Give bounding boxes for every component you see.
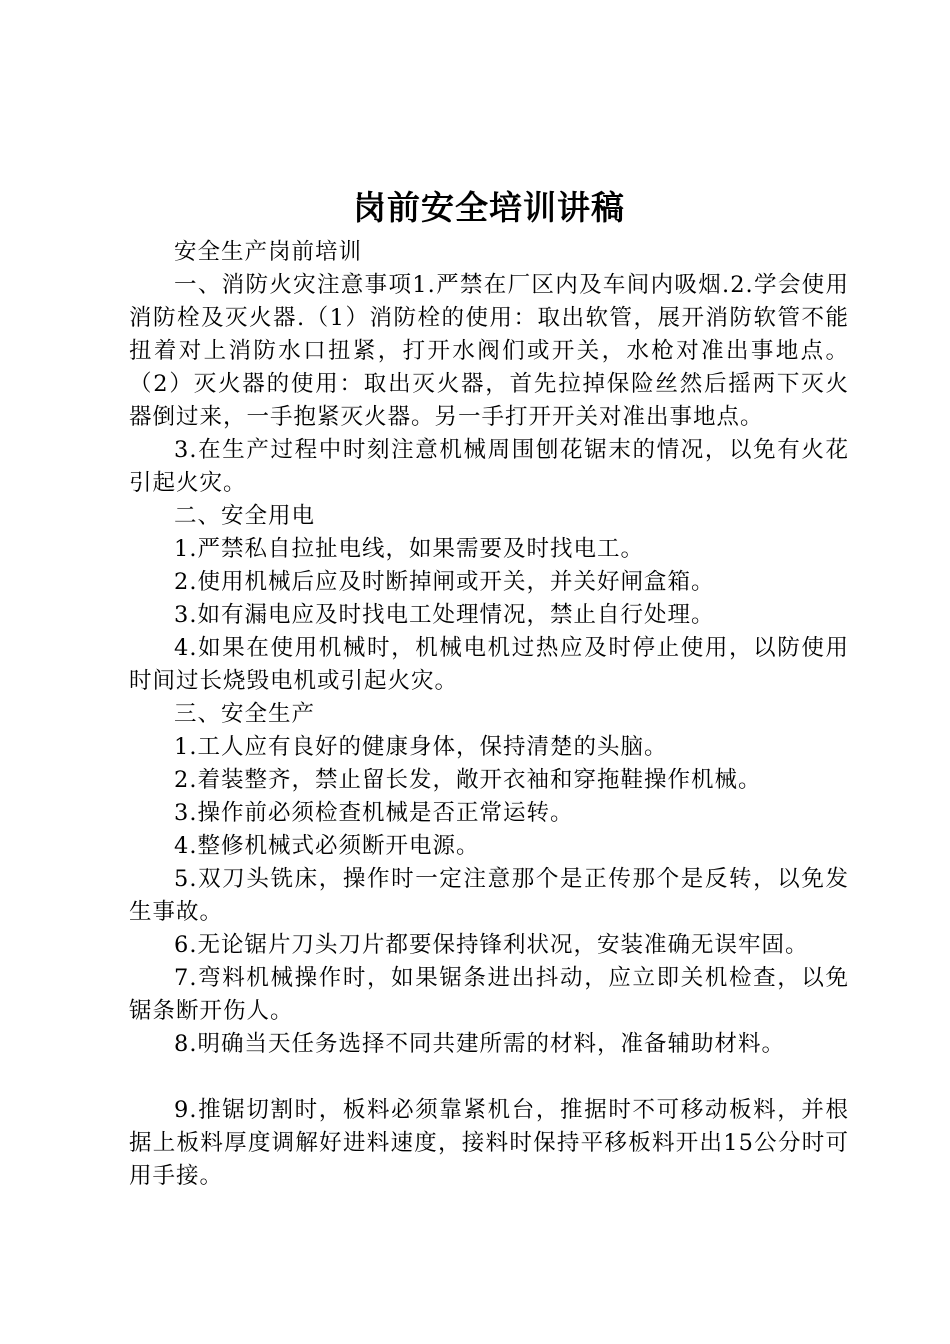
paragraph-production-item-2: 2.着装整齐，禁止留长发，敞开衣袖和穿拖鞋操作机械。 [174, 767, 762, 793]
paragraph-electrical-item-4: 4.如果在使用机械时，机械电机过热应及时停止使用，以防使用时间过长烧毁电机或引起火灾。 [129, 635, 849, 694]
document-title: 岗前安全培训讲稿 [353, 188, 625, 227]
document-page [129, 180, 849, 1193]
paragraph-intro: 安全生产岗前培训 [174, 239, 363, 265]
paragraph-production-item-1: 1.工人应有良好的健康身体，保持清楚的头脑。 [174, 734, 668, 760]
document-body [129, 236, 849, 1193]
paragraph-production-item-4: 4.整修机械式必须断开电源。 [174, 833, 480, 859]
paragraph-production-item-5: 5.双刀头铣床，操作时一定注意那个是正传那个是反转，以免发生事故。 [129, 866, 849, 925]
paragraph-electrical-item-3: 3.如有漏电应及时找电工处理情况，禁止自行处理。 [174, 602, 715, 628]
blank-line [129, 1061, 849, 1094]
paragraph-production-item-8: 8.明确当天任务选择不同共建所需的材料，准备辅助材料。 [174, 1031, 785, 1057]
heading-electrical-safety: 二、安全用电 [174, 503, 316, 529]
paragraph-fire-safety: 一、消防火灾注意事项1.严禁在厂区内及车间内吸烟.2.学会使用消防栓及灭火器.（1）消防栓的使用：取出软管，展开消防软管不能扭着对上消防水口扭紧，打开水阀们或开关，水枪对准出事地点。（2）灭火器的使用：取出灭火器，首先拉掉保险丝然后摇两下灭火器倒过来，一手抱紧灭火器。另一手打开开关对准出事地点。 [129, 272, 849, 430]
paragraph-electrical-item-1: 1.严禁私自拉扯电线，如果需要及时找电工。 [174, 536, 644, 562]
paragraph-production-item-3: 3.操作前必须检查机械是否正常运转。 [174, 800, 574, 826]
heading-production-safety: 三、安全生产 [174, 701, 316, 727]
paragraph-production-item-6: 6.无论锯片刀头刀片都要保持锋利状况，安装准确无误牢固。 [174, 932, 809, 958]
paragraph-fire-item-3: 3.在生产过程中时刻注意机械周围刨花锯末的情况，以免有火花引起火灾。 [129, 437, 849, 496]
paragraph-electrical-item-2: 2.使用机械后应及时断掉闸或开关，并关好闸盒箱。 [174, 569, 715, 595]
paragraph-production-item-7: 7.弯料机械操作时，如果锯条进出抖动，应立即关机检查，以免锯条断开伤人。 [129, 965, 849, 1024]
paragraph-production-item-9: 9.推锯切割时，板料必须靠紧机台，推据时不可移动板料，并根据上板料厚度调解好进料速度，接料时保持平移板料开出15公分时可用手接。 [129, 1097, 849, 1189]
